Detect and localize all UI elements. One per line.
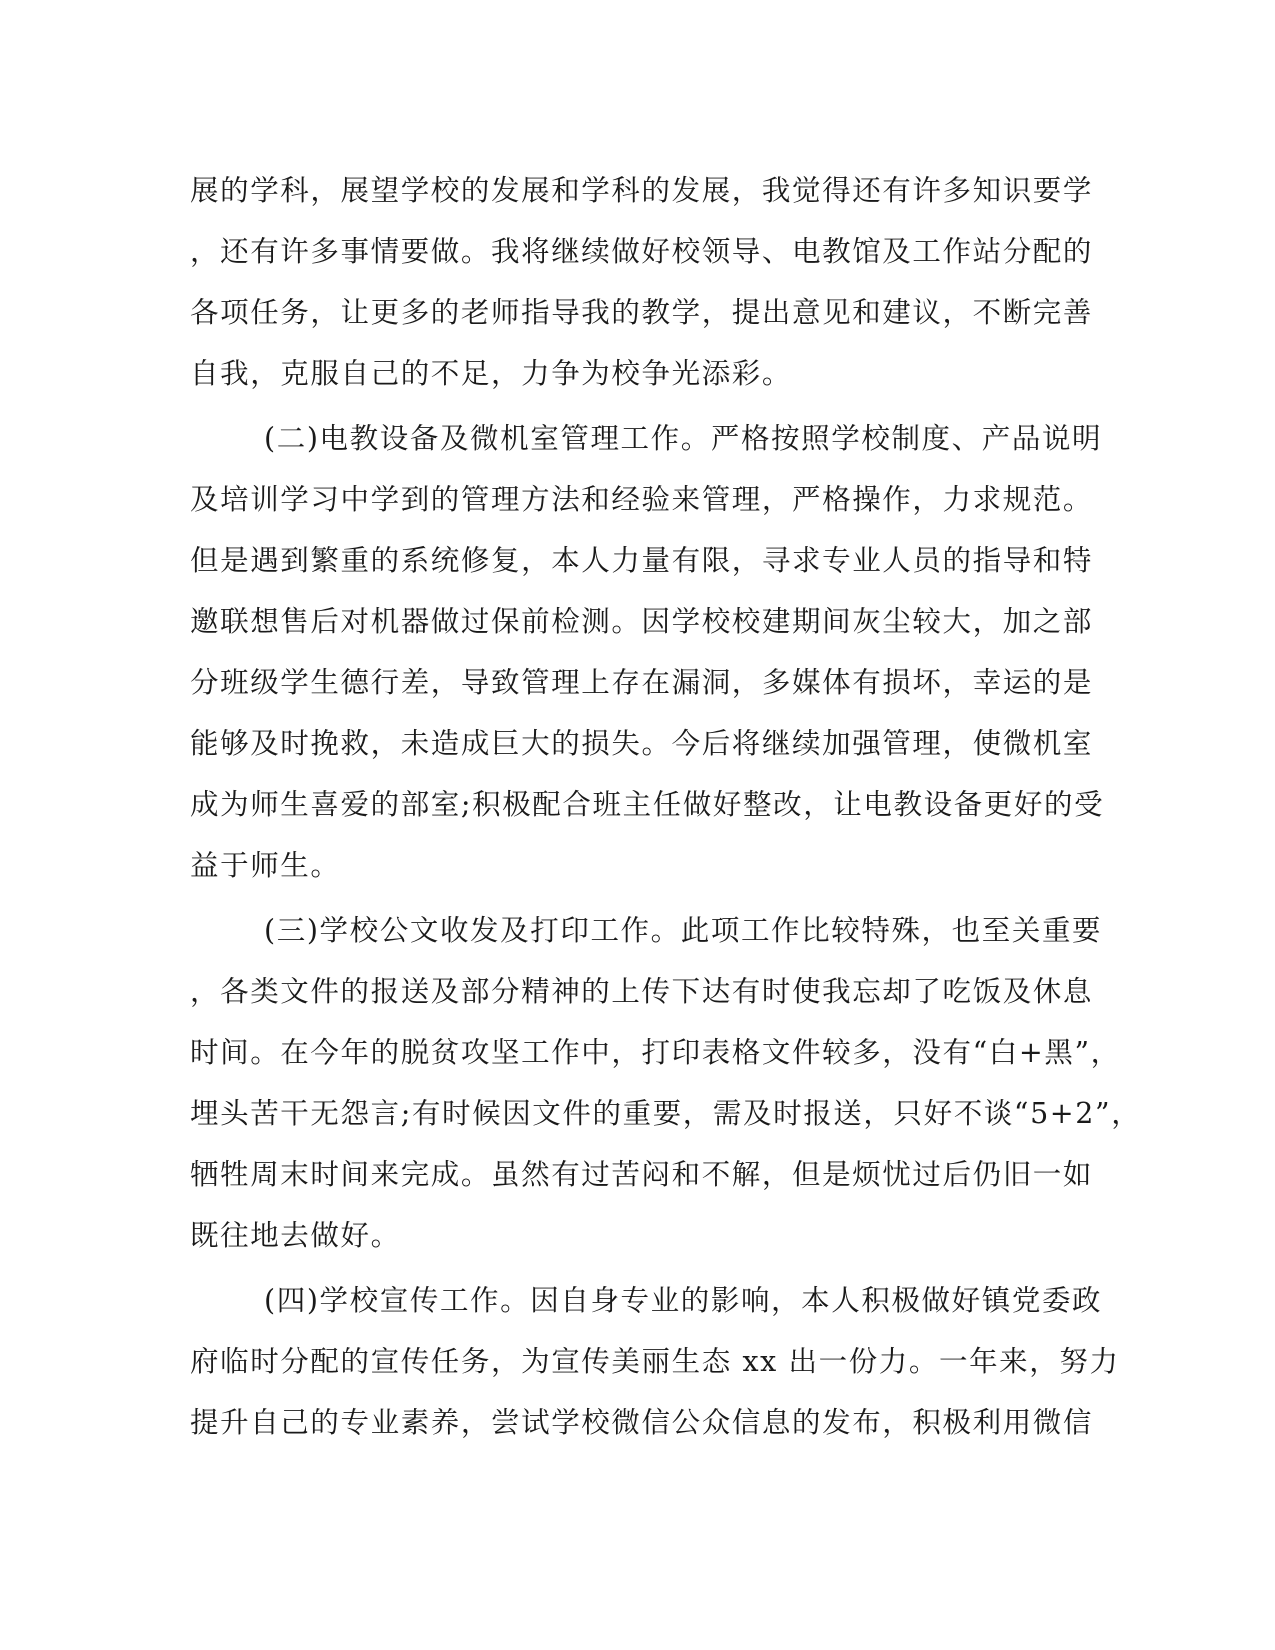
paragraph-3 bbox=[190, 900, 1142, 1266]
text-line: 分班级学生德行差，导致管理上存在漏洞，多媒体有损坏，幸运的是 bbox=[190, 666, 1094, 699]
paragraph-1 bbox=[190, 160, 1094, 404]
paragraph-4 bbox=[190, 1270, 1120, 1453]
text-line: (四)学校宣传工作。因自身专业的影响，本人积极做好镇党委政 bbox=[264, 1284, 1103, 1317]
text-line: 展的学科，展望学校的发展和学科的发展，我觉得还有许多知识要学 bbox=[190, 174, 1094, 207]
text-line: 牺牲周末时间来完成。虽然有过苦闷和不解，但是烦忧过后仍旧一如 bbox=[190, 1158, 1094, 1191]
text-line: (三)学校公文收发及打印工作。此项工作比较特殊，也至关重要 bbox=[264, 914, 1103, 947]
text-line: 提升自己的专业素养，尝试学校微信公众信息的发布，积极利用微信 bbox=[190, 1406, 1094, 1439]
text-line: 及培训学习中学到的管理方法和经验来管理，严格操作，力求规范。 bbox=[190, 483, 1094, 516]
text-line: 能够及时挽救，未造成巨大的损失。今后将继续加强管理，使微机室 bbox=[190, 727, 1094, 760]
text-line: 既往地去做好。 bbox=[190, 1219, 401, 1252]
text-line: 但是遇到繁重的系统修复，本人力量有限，寻求专业人员的指导和特 bbox=[190, 544, 1094, 577]
text-line: 成为师生喜爱的部室;积极配合班主任做好整改，让电教设备更好的受 bbox=[190, 788, 1105, 821]
text-line: ，还有许多事情要做。我将继续做好校领导、电教馆及工作站分配的 bbox=[190, 235, 1094, 268]
text-line: 益于师生。 bbox=[190, 849, 341, 882]
text-line: 埋头苦干无怨言;有时候因文件的重要，需及时报送，只好不谈“5+2”， bbox=[190, 1097, 1142, 1130]
text-line: 府临时分配的宣传任务，为宣传美丽生态 xx 出一份力。一年来，努力 bbox=[190, 1345, 1120, 1378]
text-line: (二)电教设备及微机室管理工作。严格按照学校制度、产品说明 bbox=[264, 422, 1103, 455]
document-body bbox=[190, 160, 1142, 1453]
text-line: 自我，克服自己的不足，力争为校争光添彩。 bbox=[190, 357, 793, 390]
paragraph-2 bbox=[190, 408, 1105, 896]
text-line: ，各类文件的报送及部分精神的上传下达有时使我忘却了吃饭及休息 bbox=[190, 975, 1094, 1008]
text-line: 邀联想售后对机器做过保前检测。因学校校建期间灰尘较大，加之部 bbox=[190, 605, 1094, 638]
text-line: 时间。在今年的脱贫攻坚工作中，打印表格文件较多，没有“白+黑”， bbox=[190, 1036, 1121, 1069]
text-line: 各项任务，让更多的老师指导我的教学，提出意见和建议，不断完善 bbox=[190, 296, 1094, 329]
